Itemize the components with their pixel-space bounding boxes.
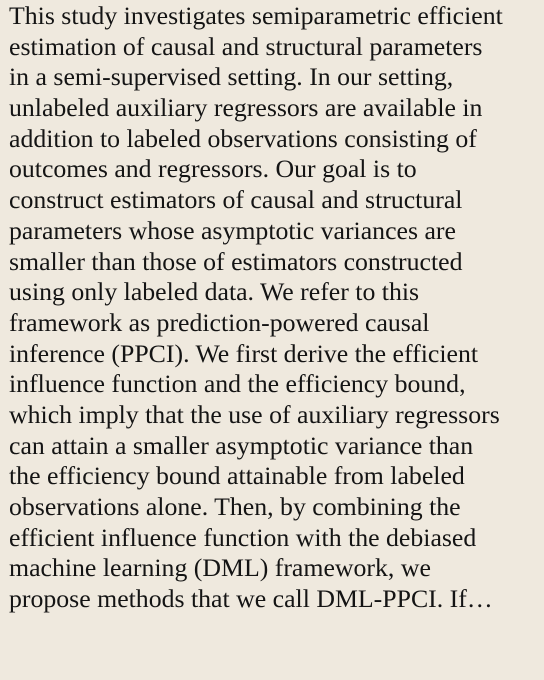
abstract-paragraph [9, 1, 544, 615]
text-line: the efficiency bound attainable from labeled [9, 461, 465, 491]
text-line: parameters whose asymptotic variances are [9, 215, 456, 245]
text-line: in a semi-supervised setting. In our setting, [9, 62, 454, 92]
text-line: machine learning (DML) framework, we [9, 553, 431, 583]
text-line: which imply that the use of auxiliary regressors [9, 399, 500, 429]
text-line: smaller than those of estimators constructed [9, 246, 463, 276]
text-line: estimation of causal and structural parameters [9, 31, 483, 61]
text-line: influence function and the efficiency bound, [9, 369, 466, 399]
text-line: This study investigates semiparametric efficient [9, 1, 503, 30]
text-line: addition to labeled observations consisting of [9, 123, 477, 153]
text-line: framework as prediction-powered causal [9, 307, 430, 337]
text-line: efficient influence function with the debiased [9, 522, 477, 552]
text-line: unlabeled auxiliary regressors are available in [9, 93, 483, 123]
text-line: propose methods that we call DML-PPCI. If… [9, 584, 493, 614]
text-line: inference (PPCI). We first derive the efficient [9, 338, 479, 368]
text-line: construct estimators of causal and structural [9, 185, 463, 215]
text-line: using only labeled data. We refer to this [9, 277, 420, 307]
text-line: observations alone. Then, by combining the [9, 492, 461, 521]
text-line: can attain a smaller asymptotic variance than [9, 430, 474, 460]
text-line: outcomes and regressors. Our goal is to [9, 154, 417, 184]
